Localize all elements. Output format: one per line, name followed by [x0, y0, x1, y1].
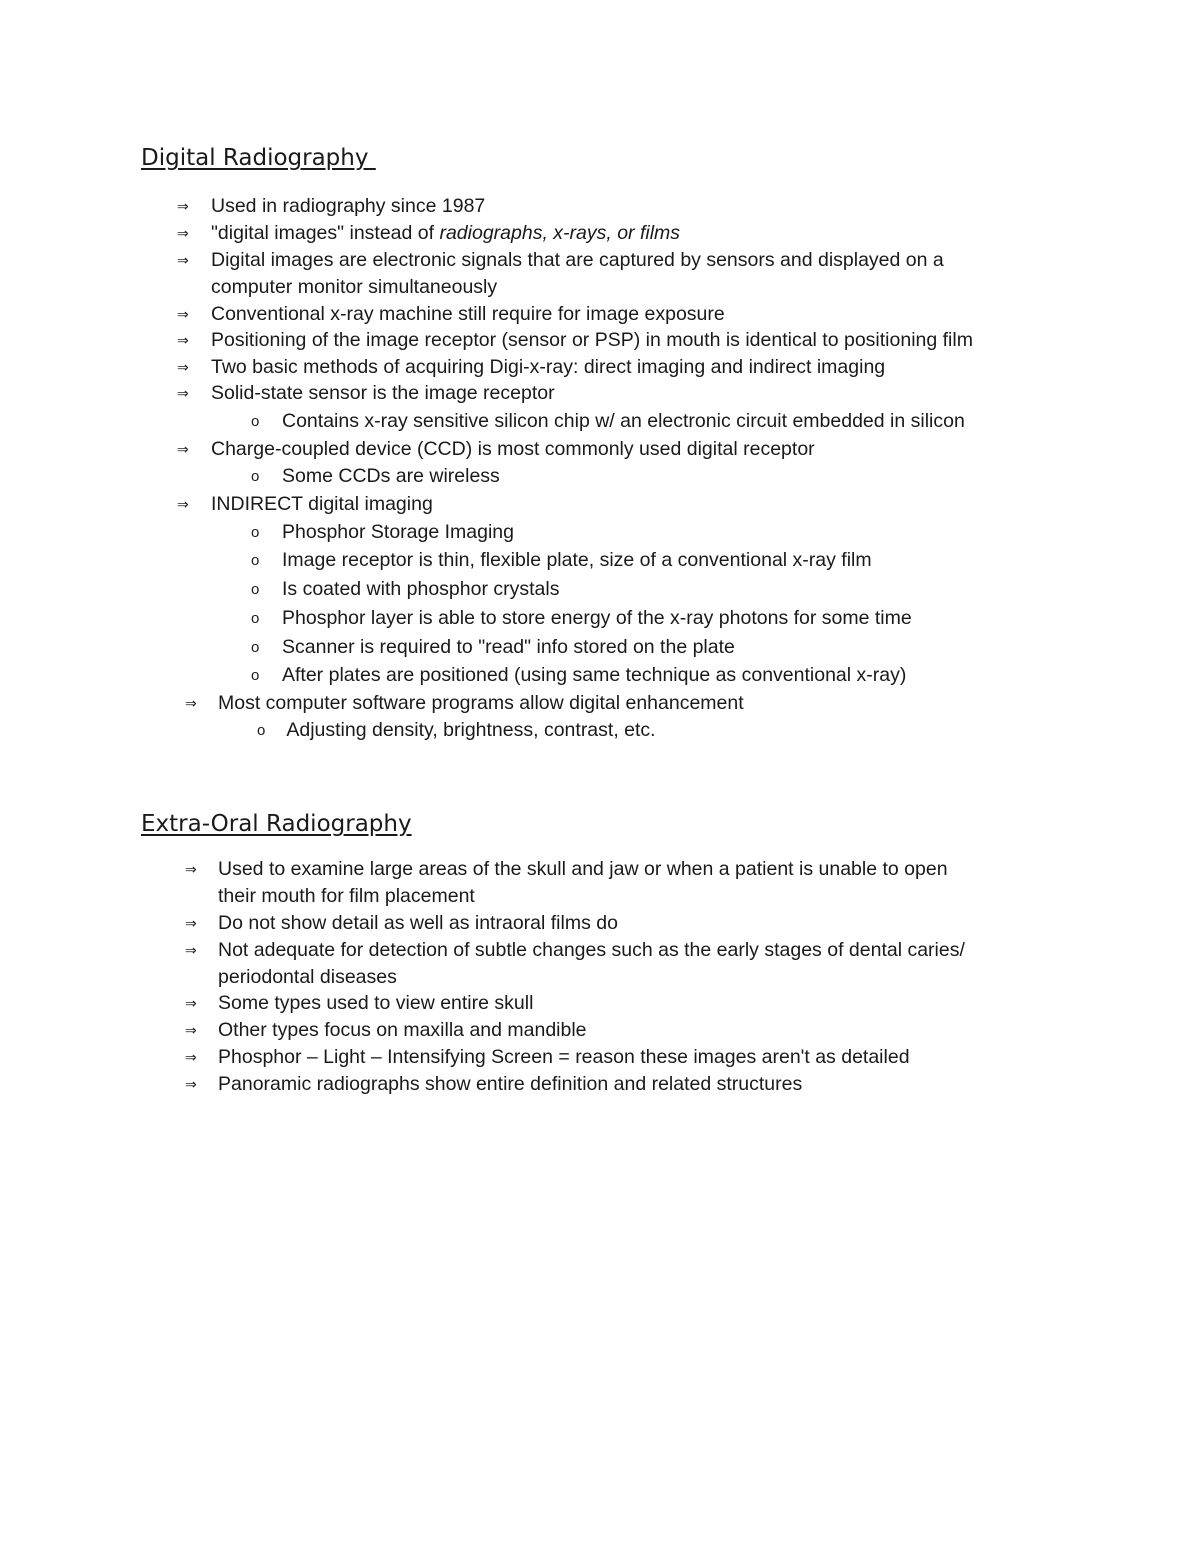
arrow-bullet-icon: ⇒ — [177, 225, 189, 241]
circle-bullet-icon: o — [251, 413, 260, 430]
sub-list-item: Adjusting density, brightness, contrast, etc. — [282, 719, 656, 741]
arrow-bullet-icon: ⇒ — [177, 359, 189, 375]
list-item: Positioning of the image receptor (sensor or PSP) in mouth is identical to positioning film — [211, 329, 973, 351]
list-item: Charge-coupled device (CCD) is most commonly used digital receptor — [211, 438, 815, 460]
circle-bullet-icon: o — [251, 552, 260, 569]
circle-bullet-icon: o — [251, 524, 260, 541]
arrow-bullet-icon: ⇒ — [185, 942, 197, 958]
sub-list-item: Is coated with phosphor crystals — [282, 578, 560, 600]
arrow-bullet-icon: ⇒ — [185, 995, 197, 1011]
arrow-bullet-icon: ⇒ — [185, 915, 197, 931]
section-title-extra-oral-radiography: Extra-Oral Radiography — [141, 811, 412, 837]
list-item: Solid-state sensor is the image receptor — [211, 382, 555, 404]
circle-bullet-icon: o — [257, 722, 266, 739]
list-item: Used in radiography since 1987 — [211, 195, 486, 217]
list-item-text: "digital images" instead of — [211, 222, 440, 244]
arrow-bullet-icon: ⇒ — [177, 198, 189, 214]
list-item: Phosphor – Light – Intensifying Screen = reason these images aren't as detailed — [218, 1046, 910, 1068]
section-title-digital-radiography: Digital Radiography — [141, 145, 376, 171]
arrow-bullet-icon: ⇒ — [177, 252, 189, 268]
circle-bullet-icon: o — [251, 581, 260, 598]
sub-list-item: Phosphor layer is able to store energy of the x-ray photons for some time — [282, 607, 912, 629]
arrow-bullet-icon: ⇒ — [185, 861, 197, 877]
list-item: Conventional x-ray machine still require for image exposure — [211, 303, 725, 325]
arrow-bullet-icon: ⇒ — [177, 306, 189, 322]
list-item: Do not show detail as well as intraoral films do — [218, 912, 618, 934]
sub-list-item: Some CCDs are wireless — [282, 465, 500, 487]
sub-list-item: Phosphor Storage Imaging — [282, 521, 514, 543]
arrow-bullet-icon: ⇒ — [177, 332, 189, 348]
list-item-continuation: their mouth for film placement — [218, 885, 475, 907]
list-item: Not adequate for detection of subtle changes such as the early stages of dental caries/ — [218, 939, 965, 961]
sub-list-item: After plates are positioned (using same technique as conventional x-ray) — [282, 664, 907, 686]
circle-bullet-icon: o — [251, 667, 260, 684]
arrow-bullet-icon: ⇒ — [177, 441, 189, 457]
arrow-bullet-icon: ⇒ — [185, 1049, 197, 1065]
arrow-bullet-icon: ⇒ — [185, 1022, 197, 1038]
circle-bullet-icon: o — [251, 610, 260, 627]
sub-list-item: Contains x-ray sensitive silicon chip w/ an electronic circuit embedded in silicon — [282, 410, 965, 432]
list-item-italic-text: radiographs, x-rays, or films — [439, 222, 681, 244]
list-item: INDIRECT digital imaging — [211, 493, 433, 515]
list-item: Panoramic radiographs show entire definition and related structures — [218, 1073, 803, 1095]
arrow-bullet-icon: ⇒ — [185, 695, 197, 711]
circle-bullet-icon: o — [251, 639, 260, 656]
list-item-continuation: periodontal diseases — [218, 966, 397, 988]
list-item: Two basic methods of acquiring Digi-x-ray: direct imaging and indirect imaging — [211, 356, 886, 378]
list-item: Used to examine large areas of the skull and jaw or when a patient is unable to open — [218, 858, 948, 880]
list-item-continuation: computer monitor simultaneously — [211, 276, 498, 298]
arrow-bullet-icon: ⇒ — [177, 496, 189, 512]
list-item: Digital images are electronic signals that are captured by sensors and displayed on a — [211, 249, 944, 271]
sub-list-item: Scanner is required to "read" info stored on the plate — [282, 636, 735, 658]
arrow-bullet-icon: ⇒ — [185, 1076, 197, 1092]
list-item: Other types focus on maxilla and mandible — [218, 1019, 587, 1041]
list-item: Some types used to view entire skull — [218, 992, 534, 1014]
list-item — [211, 220, 680, 247]
circle-bullet-icon: o — [251, 468, 260, 485]
arrow-bullet-icon: ⇒ — [177, 385, 189, 401]
sub-list-item: Image receptor is thin, flexible plate, size of a conventional x-ray film — [282, 549, 872, 571]
list-item: Most computer software programs allow digital enhancement — [218, 692, 744, 714]
